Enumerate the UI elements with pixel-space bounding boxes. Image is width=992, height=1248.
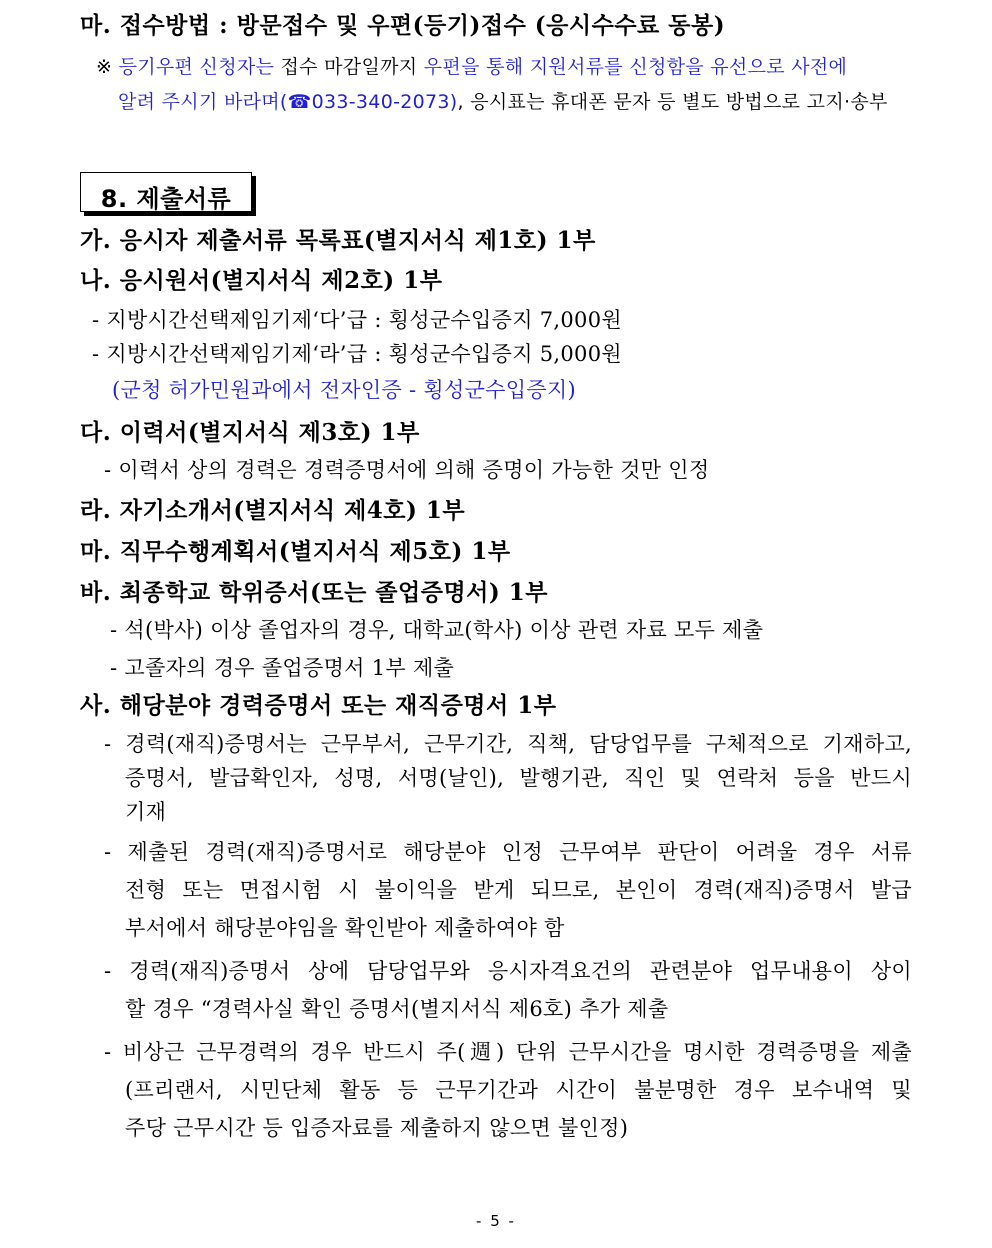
- item-sa-sub1-line1: - 경력(재직)증명서는 근무부서, 근무기간, 직책, 담당업무를 구체적으로 기재하고,: [104, 732, 912, 756]
- note-admission-ticket: , 응시표는 휴대폰 문자 등 별도 방법으로 고지·송부: [457, 91, 888, 113]
- item-ba-heading: 바. 최종학교 학위증서(또는 졸업증명서) 1부: [80, 579, 549, 606]
- item-sa-sub1-line2: 증명서, 발급확인자, 성명, 서명(날인), 발행기관, 직인 및 연락처 등을 반드시: [125, 766, 912, 790]
- item-na-sub-stamp-note: (군청 허가민원과에서 전자인증 - 횡성군수입증지): [112, 378, 577, 402]
- item-ba-sub-graduate: - 석(박사) 이상 졸업자의 경우, 대학교(학사) 이상 관련 자료 모두 제출: [110, 618, 764, 642]
- item-sa-sub3-line1: - 경력(재직)증명서 상에 담당업무와 응시자격요건의 관련분야 업무내용이 상이: [104, 959, 912, 983]
- item-sa-sub3-line2: 할 경우 “경력사실 확인 증명서(별지서식 제6호) 추가 제출: [125, 997, 669, 1021]
- item-ba-sub-highschool: - 고졸자의 경우 졸업증명서 1부 제출: [110, 656, 455, 680]
- section-title-box: [80, 172, 252, 212]
- item-sa-sub2-line3: 부서에서 해당분야임을 확인받아 제출하여야 함: [125, 916, 565, 940]
- item-ra-heading: 라. 자기소개서(별지서식 제4호) 1부: [80, 497, 466, 524]
- item-ma-heading: 마. 직무수행계획서(별지서식 제5호) 1부: [80, 538, 511, 565]
- item-sa-heading: 사. 해당분야 경력증명서 또는 재직증명서 1부: [80, 692, 557, 719]
- item-da-heading: 다. 이력서(별지서식 제3호) 1부: [80, 419, 420, 446]
- item-na-sub-da-grade: - 지방시간선택제임기제‘다’급 : 횡성군수입증지 7,000원: [92, 308, 622, 332]
- item-ga-heading: 가. 응시자 제출서류 목록표(별지서식 제1호) 1부: [80, 227, 596, 254]
- note-blue-contact-phone: 알려 주시기 바라며(☎033-340-2073): [118, 91, 458, 113]
- note-deadline-text: 접수 마감일까지: [274, 56, 424, 78]
- intake-note-line-1: [96, 58, 847, 77]
- page-number: - 5 -: [476, 1212, 516, 1230]
- intake-note-line-2: [118, 93, 888, 112]
- section-title: 8. 제출서류: [100, 185, 232, 213]
- item-sa-sub4-line3: 주당 근무시간 등 입증자료를 제출하지 않으면 불인정): [125, 1116, 629, 1140]
- note-blue-mail-notice: 우편을 통해 지원서류를 신청함을 유선으로 사전에: [423, 56, 848, 78]
- intake-method-heading: 마. 접수방법 : 방문접수 및 우편(등기)접수 (응시수수료 동봉): [80, 12, 726, 39]
- item-sa-sub4-line1: - 비상근 근무경력의 경우 반드시 주(週) 단위 근무시간을 명시한 경력증명을 제출: [104, 1040, 912, 1064]
- item-sa-sub2-line2: 전형 또는 면접시험 시 불이익을 받게 되므로, 본인이 경력(재직)증명서 발급: [125, 878, 912, 902]
- note-blue-registered-mail: 등기우편 신청자는: [118, 56, 275, 78]
- item-da-sub: - 이력서 상의 경력은 경력증명서에 의해 증명이 가능한 것만 인정: [104, 458, 710, 482]
- item-sa-sub2-line1: - 제출된 경력(재직)증명서로 해당분야 인정 근무여부 판단이 어려울 경우 서류: [104, 840, 912, 864]
- item-na-sub-ra-grade: - 지방시간선택제임기제‘라’급 : 횡성군수입증지 5,000원: [92, 342, 622, 366]
- item-sa-sub1-line3: 기재: [125, 800, 167, 824]
- item-sa-sub4-line2: (프리랜서, 시민단체 활동 등 근무기간과 시간이 불분명한 경우 보수내역 및: [125, 1078, 912, 1102]
- item-na-heading: 나. 응시원서(별지서식 제2호) 1부: [80, 267, 443, 294]
- note-mark: ※: [96, 56, 113, 78]
